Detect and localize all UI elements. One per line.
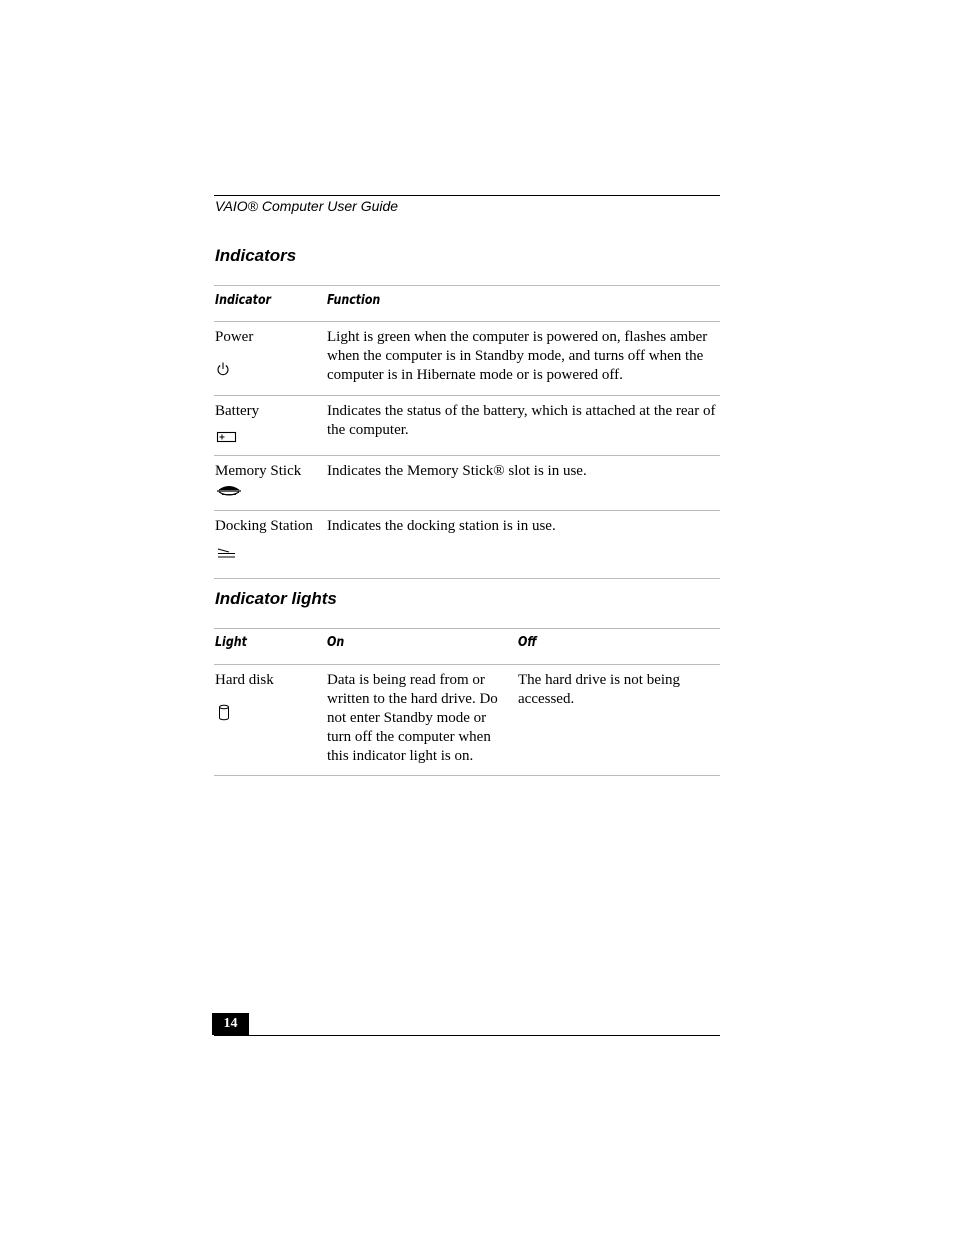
indicators-section-title: Indicators: [215, 246, 297, 265]
table-rule: [214, 395, 720, 396]
footer-rule: [214, 1035, 720, 1036]
hard-disk-icon: [217, 704, 231, 721]
indicator-lights-section-title: Indicator lights: [215, 589, 337, 608]
column-header-function: Function: [327, 293, 381, 308]
indicator-function: Light is green when the computer is powered on, flashes amber when the computer is in Standby mode, and turns off when the computer is in Hibernate mode or is powered off.: [327, 329, 708, 383]
table-rule: [214, 510, 720, 511]
column-header-on: On: [327, 635, 345, 650]
table-rule: [214, 664, 720, 665]
column-header-light: Light: [215, 635, 247, 650]
page-number: 14: [212, 1013, 249, 1035]
column-header-indicator: Indicator: [215, 293, 272, 308]
light-on-description: Data is being read from or written to the hard drive. Do not enter Standby mode or turn off the computer when this indicator light is on.: [327, 672, 498, 764]
column-header-off: Off: [518, 635, 537, 650]
memory-stick-icon: [216, 484, 242, 498]
table-rule: [214, 628, 720, 629]
light-off-description: The hard drive is not being accessed.: [518, 672, 681, 707]
table-rule: [214, 455, 720, 456]
light-name: Hard disk: [215, 672, 274, 688]
docking-station-icon: [217, 547, 237, 559]
battery-icon: [216, 431, 238, 443]
running-header: [214, 195, 720, 214]
table-rule: [214, 775, 720, 776]
running-title: VAIO® Computer User Guide: [215, 198, 399, 214]
table-rule: [214, 321, 720, 322]
indicator-function: Indicates the docking station is in use.: [327, 518, 556, 534]
power-icon: [216, 361, 230, 377]
indicator-name: Memory Stick: [215, 463, 302, 479]
table-rule: [214, 285, 720, 286]
indicator-name: Power: [215, 329, 254, 345]
table-rule: [214, 578, 720, 579]
indicator-function: Indicates the status of the battery, which is attached at the rear of the computer.: [327, 403, 716, 438]
indicator-name: Docking Station: [215, 518, 313, 534]
indicator-name: Battery: [215, 403, 260, 419]
indicator-function: Indicates the Memory Stick® slot is in use.: [327, 463, 587, 479]
